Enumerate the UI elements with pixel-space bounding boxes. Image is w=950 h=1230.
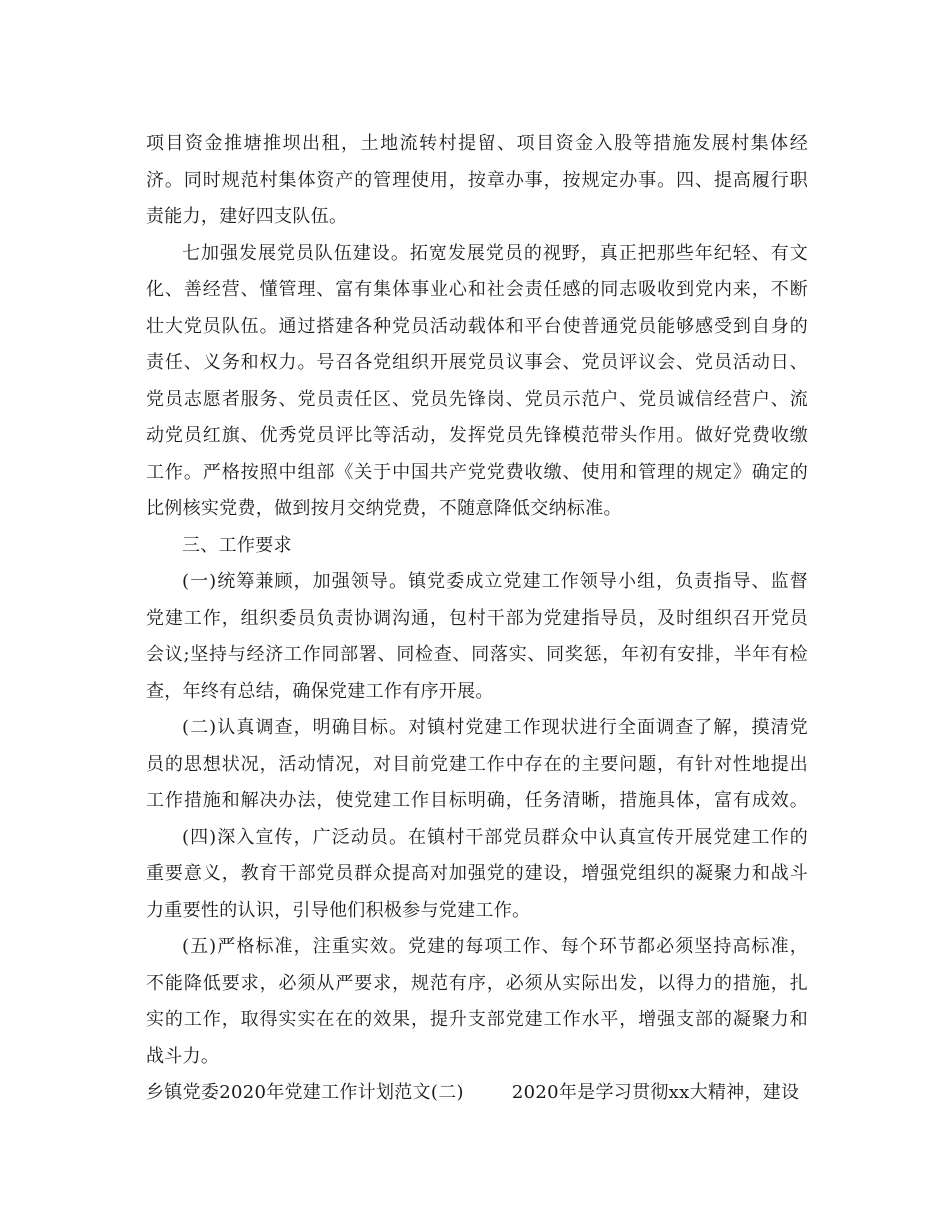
text-line: 会议;坚持与经济工作同部署、同检查、同落实、同奖惩，年初有安排，半年有检 [146, 644, 808, 665]
text-line: 项目资金推塘推坝出租，土地流转村提留、项目资金入股等措施发展村集体经 [146, 133, 808, 154]
text-line: (五)严格标准，注重实效。党建的每项工作、每个环节都必须坚持高标准， [182, 936, 808, 957]
text-line: 员的思想状况，活动情况，对目前党建工作中存在的主要问题，有针对性地提出 [146, 753, 808, 775]
text-line: 工作。严格按照中组部《关于中国共产党党费收缴、使用和管理的规定》确定的 [146, 461, 808, 483]
text-line: 不能降低要求，必须从严要求，规范有序，必须从实际出发，以得力的措施，扎 [146, 972, 808, 994]
text-line: 工作措施和解决办法，使党建工作目标明确，任务清晰，措施具体，富有成效。 [146, 790, 808, 811]
text-line: (一)统筹兼顾，加强领导。镇党委成立党建工作领导小组，负责指导、监督 [182, 571, 808, 592]
text-line: 战斗力。 [146, 1045, 220, 1067]
text-line: 壮大党员队伍。通过搭建各种党员活动载体和平台使普通党员能够感受到自身的 [146, 315, 808, 337]
text-line: (四)深入宣传，广泛动员。在镇村干部党员群众中认真宣传开展党建工作的 [182, 826, 808, 848]
next-document-title: 乡镇党委2020年党建工作计划范文(二) [146, 1082, 464, 1103]
text-line: 化、善经营、懂管理、富有集体事业心和社会责任感的同志吸收到党内来，不断 [146, 279, 808, 300]
text-line: 比例核实党费，做到按月交纳党费，不随意降低交纳标准。 [146, 498, 622, 519]
text-line: 党员志愿者服务、党员责任区、党员先锋岗、党员示范户、党员诚信经营户、流 [146, 388, 808, 410]
text-line: 动党员红旗、优秀党员评比等活动，发挥党员先锋模范带头作用。做好党费收缴 [146, 425, 808, 446]
text-line: (二)认真调查，明确目标。对镇村党建工作现状进行全面调查了解，摸清党 [182, 717, 808, 738]
text-line: 重要意义，教育干部党员群众提高对加强党的建设，增强党组织的凝聚力和战斗 [146, 863, 808, 884]
text-line: 责能力，建好四支队伍。 [146, 206, 348, 227]
document-last-line [146, 1075, 808, 1112]
text-line: 党建工作，组织委员负责协调沟通，包村干部为党建指导员，及时组织召开党员 [146, 607, 808, 629]
text-line: 济。同时规范村集体资产的管理使用，按章办事，按规定办事。四、提高履行职 [146, 169, 808, 191]
text-line: 查，年终有总结，确保党建工作有序开展。 [146, 680, 494, 702]
text-line: 七加强发展党员队伍建设。拓宽发展党员的视野，真正把那些年纪轻、有文 [182, 242, 808, 264]
text-line: 责任、义务和权力。号召各党组织开展党员议事会、党员评议会、党员活动日、 [146, 352, 808, 373]
text-line: 力重要性的认识，引导他们积极参与党建工作。 [146, 899, 531, 921]
text-line: 三、工作要求 [182, 534, 292, 556]
next-document-opening: 2020年是学习贯彻xx大精神，建设 [511, 1082, 800, 1103]
document-body [146, 126, 808, 1112]
text-line: 实的工作，取得实实在在的效果，提升支部党建工作水平，增强支部的凝聚力和 [146, 1009, 808, 1030]
